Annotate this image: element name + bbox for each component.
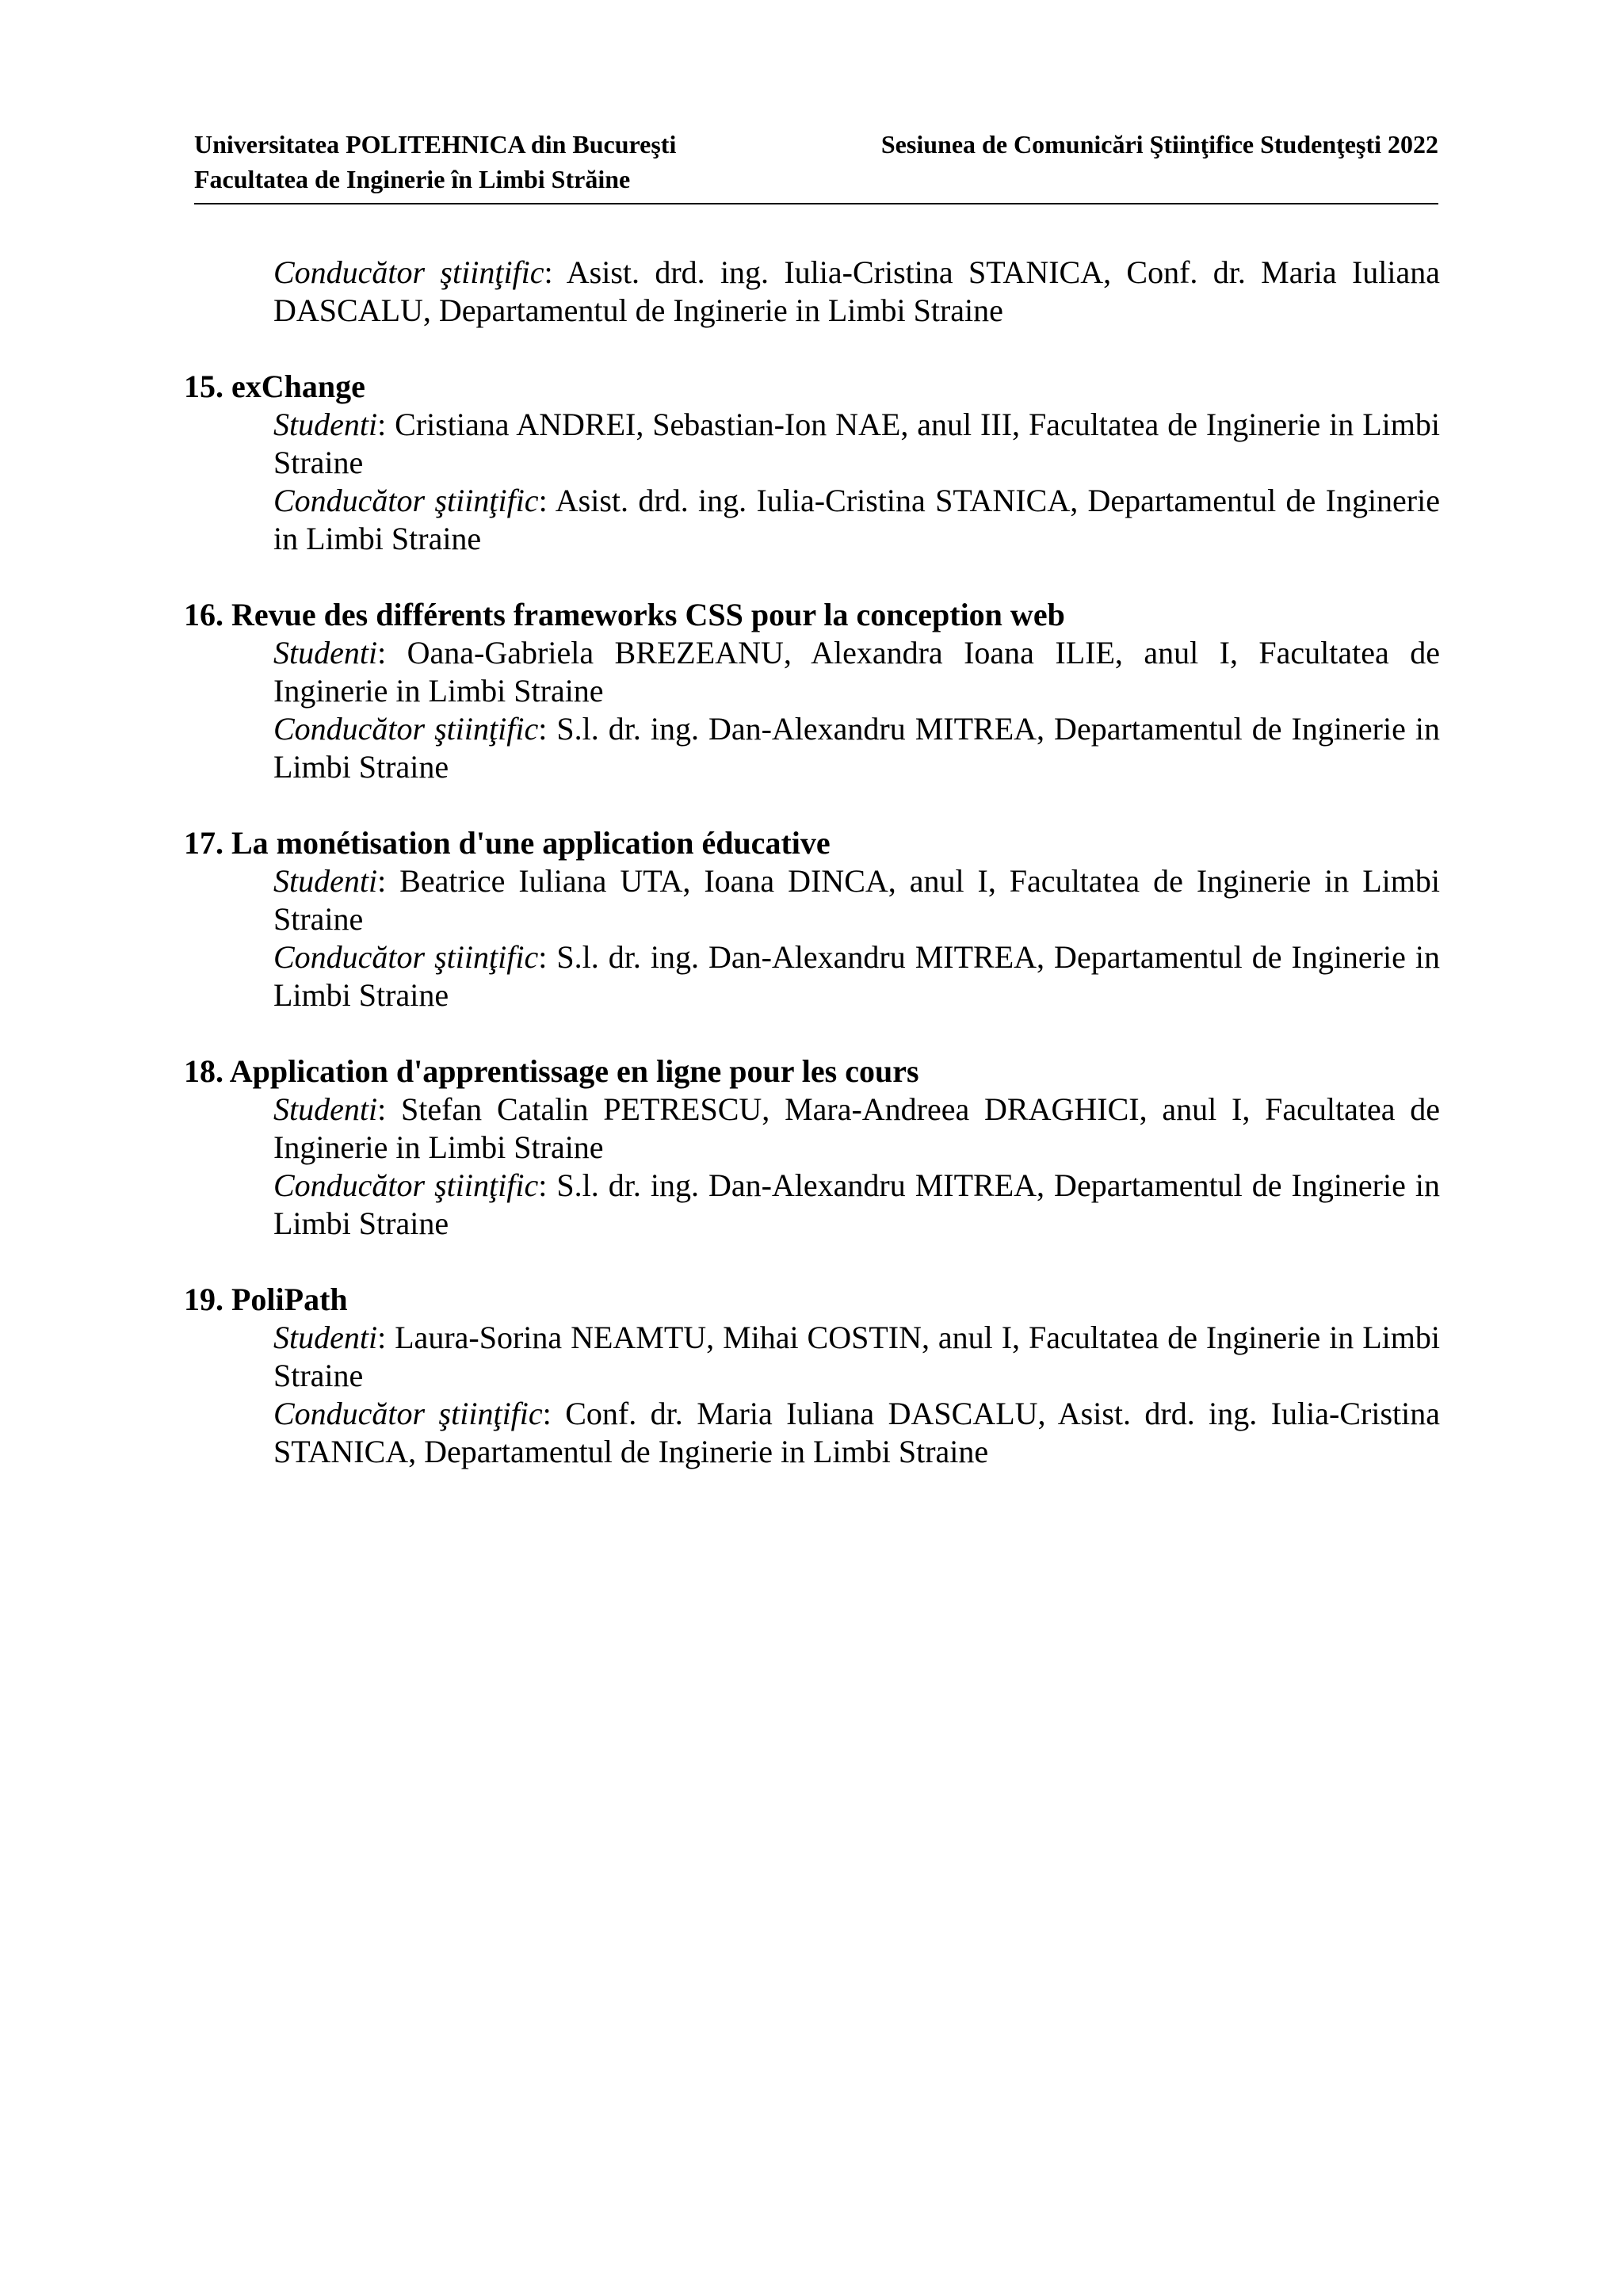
header-university: Universitatea POLITEHNICA din Bucureşti: [194, 130, 677, 159]
supervisor-line: [273, 710, 1440, 786]
entry-19: [184, 1281, 1440, 1471]
students-label: Studenti: [273, 863, 378, 899]
entry-15: [184, 368, 1440, 558]
supervisor-label: Conducător ştiinţific: [273, 1396, 543, 1431]
document-body: [184, 254, 1440, 1471]
students-label: Studenti: [273, 635, 378, 670]
supervisor-label: Conducător ştiinţific: [273, 711, 539, 747]
supervisor-text: : Asist. drd. ing. Iulia-Cristina STANICA, Conf. dr. Maria Iuliana DASCALU, Departamentul de Inginerie in Limbi Straine: [273, 254, 1440, 328]
students-text: : Oana-Gabriela BREZEANU, Alexandra Ioana ILIE, anul I, Facultatea de Inginerie in Limbi Straine: [273, 635, 1440, 709]
supervisor-label: Conducător ştiinţific: [273, 254, 544, 290]
students-label: Studenti: [273, 407, 378, 442]
supervisor-text: : S.l. dr. ing. Dan-Alexandru MITREA, Departamentul de Inginerie in Limbi Straine: [273, 939, 1440, 1013]
header-faculty: Facultatea de Inginerie în Limbi Străine: [194, 165, 631, 193]
supervisor-line: [273, 254, 1440, 330]
entry-title: 17. La monétisation d'une application éducative: [184, 825, 831, 861]
entry-16: [184, 596, 1440, 786]
students-line: [273, 1091, 1440, 1167]
entry-title: 19. PoliPath: [184, 1282, 348, 1317]
entry-title: 15. exChange: [184, 369, 365, 404]
supervisor-text: : Conf. dr. Maria Iuliana DASCALU, Asist. drd. ing. Iulia-Cristina STANICA, Departamentul de Inginerie in Limbi Straine: [273, 1396, 1441, 1469]
header-institution: [194, 127, 676, 197]
page-header: [194, 127, 1438, 206]
students-label: Studenti: [273, 1091, 378, 1127]
supervisor-text: : S.l. dr. ing. Dan-Alexandru MITREA, Departamentul de Inginerie in Limbi Straine: [273, 711, 1440, 785]
students-line: [273, 634, 1440, 710]
entry-details: [273, 406, 1440, 558]
continued-entry: [273, 254, 1440, 330]
supervisor-line: [273, 1167, 1440, 1243]
header-divider: [194, 203, 1438, 204]
students-text: : Cristiana ANDREI, Sebastian-Ion NAE, anul III, Facultatea de Inginerie in Limbi Straine: [273, 407, 1440, 480]
entry-title: 18. Application d'apprentissage en ligne pour les cours: [184, 1053, 919, 1089]
supervisor-line: [273, 938, 1440, 1014]
header-session-title: Sesiunea de Comunicări Ştiinţifice Studenţeşti 2022: [880, 130, 1438, 159]
supervisor-label: Conducător ştiinţific: [273, 483, 539, 518]
supervisor-label: Conducător ştiinţific: [273, 1167, 539, 1203]
supervisor-line: [273, 482, 1440, 558]
students-line: [273, 406, 1440, 482]
students-text: : Laura-Sorina NEAMTU, Mihai COSTIN, anul I, Facultatea de Inginerie in Limbi Straine: [273, 1320, 1440, 1393]
entry-18: [184, 1052, 1440, 1243]
entry-title: 16. Revue des différents frameworks CSS pour la conception web: [184, 597, 1065, 632]
supervisor-label: Conducător ştiinţific: [273, 939, 539, 975]
entry-details: [273, 1319, 1440, 1471]
students-line: [273, 1319, 1440, 1395]
entry-details: [273, 634, 1440, 786]
students-text: : Stefan Catalin PETRESCU, Mara-Andreea DRAGHICI, anul I, Facultatea de Inginerie in Limbi Straine: [273, 1091, 1440, 1165]
supervisor-text: : S.l. dr. ing. Dan-Alexandru MITREA, Departamentul de Inginerie in Limbi Straine: [273, 1167, 1440, 1241]
entry-17: [184, 824, 1440, 1014]
students-text: : Beatrice Iuliana UTA, Ioana DINCA, anul I, Facultatea de Inginerie in Limbi Straine: [273, 863, 1440, 937]
entry-details: [273, 862, 1440, 1014]
students-line: [273, 862, 1440, 938]
entry-details: [273, 1091, 1440, 1243]
supervisor-line: [273, 1395, 1440, 1471]
students-label: Studenti: [273, 1320, 378, 1355]
supervisor-text: : Asist. drd. ing. Iulia-Cristina STANICA, Departamentul de Inginerie in Limbi Straine: [273, 483, 1440, 556]
